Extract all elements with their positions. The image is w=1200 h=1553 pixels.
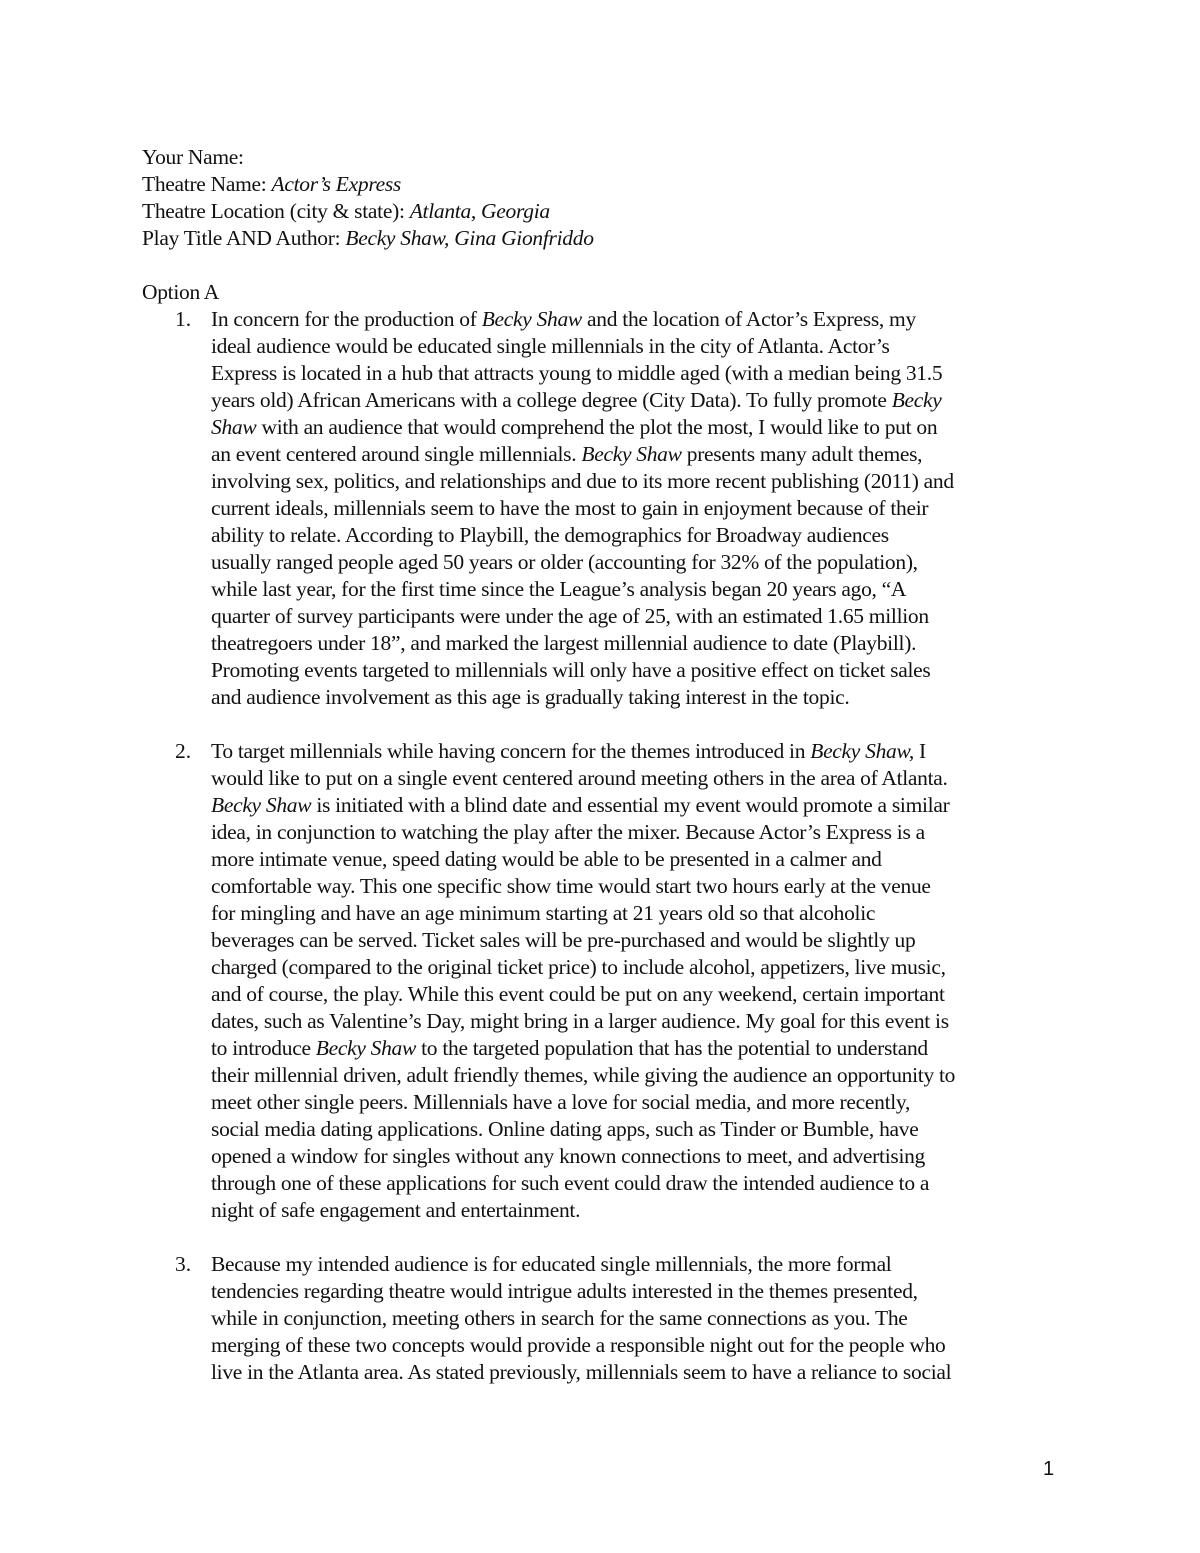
italic-text: Becky	[891, 388, 942, 412]
text-run: Theatre Name:	[142, 172, 272, 196]
paragraph-line	[211, 495, 928, 522]
italic-text: Becky Shaw	[581, 442, 682, 466]
header-field-line	[142, 198, 550, 225]
text-run: and audience involvement as this age is gradually taking interest in the topic.	[211, 685, 850, 709]
header-field-line	[142, 144, 244, 171]
list-number: 2.	[175, 739, 192, 763]
paragraph-line	[211, 468, 954, 495]
text-run: Your Name:	[142, 145, 244, 169]
text-run: to introduce	[211, 1036, 316, 1060]
paragraph-line	[211, 738, 926, 765]
text-run: through one of these applications for such event could draw the intended audience to a	[211, 1171, 930, 1195]
paragraph-line	[211, 576, 906, 603]
text-run: I	[913, 739, 926, 763]
text-run: To target millennials while having concern for the themes introduced in	[211, 739, 811, 763]
paragraph-line	[211, 1359, 951, 1386]
italic-text: Atlanta, Georgia	[409, 199, 550, 223]
text-run: social media dating applications. Online dating apps, such as Tinder or Bumble, have	[211, 1117, 919, 1141]
text-run: idea, in conjunction to watching the play after the mixer. Because Actor’s Express is a	[211, 820, 925, 844]
text-run: comfortable way. This one specific show time would start two hours early at the venue	[211, 874, 931, 898]
text-run: theatregoers under 18”, and marked the largest millennial audience to date (Playbill).	[211, 631, 917, 655]
paragraph-line	[211, 333, 890, 360]
italic-text: Becky Shaw,	[810, 739, 914, 763]
text-run: usually ranged people aged 50 years or older (accounting for 32% of the population),	[211, 550, 918, 574]
text-run: quarter of survey participants were under the age of 25, with an estimated 1.65 million	[211, 604, 929, 628]
text-run: ideal audience would be educated single millennials in the city of Atlanta. Actor’s	[211, 334, 890, 358]
header-field-line	[142, 225, 594, 252]
text-run: for mingling and have an age minimum starting at 21 years old so that alcoholic	[211, 901, 876, 925]
paragraph-line	[211, 306, 916, 333]
text-run: current ideals, millennials seem to have the most to gain in enjoyment because of their	[211, 496, 929, 520]
text-run: would like to put on a single event centered around meeting others in the area of Atlanta.	[211, 766, 948, 790]
paragraph-line	[211, 1278, 918, 1305]
text-run: years old) African Americans with a college degree (City Data). To fully promote	[211, 388, 892, 412]
italic-text: Shaw	[211, 415, 257, 439]
text-run: involving sex, politics, and relationships and due to its more recent publishing (2011) and	[211, 469, 954, 493]
text-run: is initiated with a blind date and essential my event would promote a similar	[311, 793, 950, 817]
italic-text: Becky Shaw, Gina Gionfriddo	[345, 226, 594, 250]
text-run: and of course, the play. While this event could be put on any weekend, certain important	[211, 982, 945, 1006]
text-run: ability to relate. According to Playbill, the demographics for Broadway audiences	[211, 523, 889, 547]
paragraph-line	[211, 414, 937, 441]
page-number: 1	[1043, 1458, 1055, 1480]
paragraph-line	[211, 819, 925, 846]
paragraph-line	[211, 657, 930, 684]
text-run: Play Title AND Author:	[142, 226, 346, 250]
text-run: tendencies regarding theatre would intrigue adults interested in the themes presented,	[211, 1279, 918, 1303]
text-run: an event centered around single millennials.	[211, 442, 582, 466]
paragraph-line	[211, 1251, 891, 1278]
text-run: more intimate venue, speed dating would be able to be presented in a calmer and	[211, 847, 882, 871]
italic-text: Becky Shaw	[315, 1036, 417, 1060]
paragraph-line	[211, 981, 945, 1008]
paragraph-line	[211, 1143, 925, 1170]
text-run: and the location of Actor’s Express, my	[581, 307, 916, 331]
italic-text: Becky Shaw	[481, 307, 582, 331]
list-number: 1.	[175, 307, 192, 331]
paragraph-line	[211, 1089, 910, 1116]
list-number: 3.	[175, 1252, 192, 1276]
text-run: presents many adult themes,	[681, 442, 923, 466]
paragraph-line	[211, 1062, 955, 1089]
text-run: to the targeted population that has the potential to understand	[416, 1036, 928, 1060]
text-run: night of safe engagement and entertainment.	[211, 1198, 581, 1222]
paragraph-line	[211, 1116, 918, 1143]
text-run: Theatre Location (city & state):	[142, 199, 410, 223]
option-title: Option A	[142, 280, 220, 304]
text-run: while in conjunction, meeting others in search for the same connections as you. The	[211, 1306, 908, 1330]
italic-text: Actor’s Express	[271, 172, 401, 196]
paragraph-line	[211, 954, 946, 981]
paragraph-line	[211, 1305, 908, 1332]
paragraph-line	[211, 1170, 929, 1197]
text-run: with an audience that would comprehend the plot the most, I would like to put on	[256, 415, 938, 439]
text-run: Because my intended audience is for educated single millennials, the more formal	[211, 1252, 892, 1276]
header-field-line	[142, 171, 401, 198]
paragraph-line	[211, 873, 931, 900]
paragraph-line	[211, 765, 948, 792]
paragraph-line	[211, 522, 889, 549]
paragraph-line	[211, 900, 875, 927]
paragraph-line	[211, 927, 915, 954]
text-run: Promoting events targeted to millennials will only have a positive effect on ticket sales	[211, 658, 931, 682]
paragraph-line	[211, 1197, 580, 1224]
paragraph-line	[211, 387, 942, 414]
paragraph-line	[211, 603, 929, 630]
paragraph-line	[211, 792, 949, 819]
text-run: while last year, for the first time since the League’s analysis began 20 years ago, “A	[211, 577, 907, 601]
text-run: In concern for the production of	[211, 307, 482, 331]
paragraph-line	[211, 684, 849, 711]
text-run: meet other single peers. Millennials have a love for social media, and more recently,	[211, 1090, 911, 1114]
paragraph-line	[211, 846, 882, 873]
paragraph-line	[211, 1008, 949, 1035]
paragraph-line	[211, 1035, 928, 1062]
text-run: live in the Atlanta area. As stated previously, millennials seem to have a reliance to social	[211, 1360, 952, 1384]
paragraph-line	[211, 549, 918, 576]
text-run: charged (compared to the original ticket price) to include alcohol, appetizers, live music,	[211, 955, 946, 979]
text-run: dates, such as Valentine’s Day, might bring in a larger audience. My goal for this event is	[211, 1009, 949, 1033]
text-run: their millennial driven, adult friendly themes, while giving the audience an opportunity to	[211, 1063, 956, 1087]
paragraph-line	[211, 630, 916, 657]
text-run: opened a window for singles without any known connections to meet, and advertising	[211, 1144, 926, 1168]
paragraph-line	[211, 441, 922, 468]
text-run: beverages can be served. Ticket sales will be pre-purchased and would be slightly up	[211, 928, 916, 952]
italic-text: Becky Shaw	[211, 793, 312, 817]
text-run: Express is located in a hub that attracts young to middle aged (with a median being 31.5	[211, 361, 943, 385]
paragraph-line	[211, 360, 942, 387]
text-run: merging of these two concepts would provide a responsible night out for the people who	[211, 1333, 946, 1357]
paragraph-line	[211, 1332, 946, 1359]
